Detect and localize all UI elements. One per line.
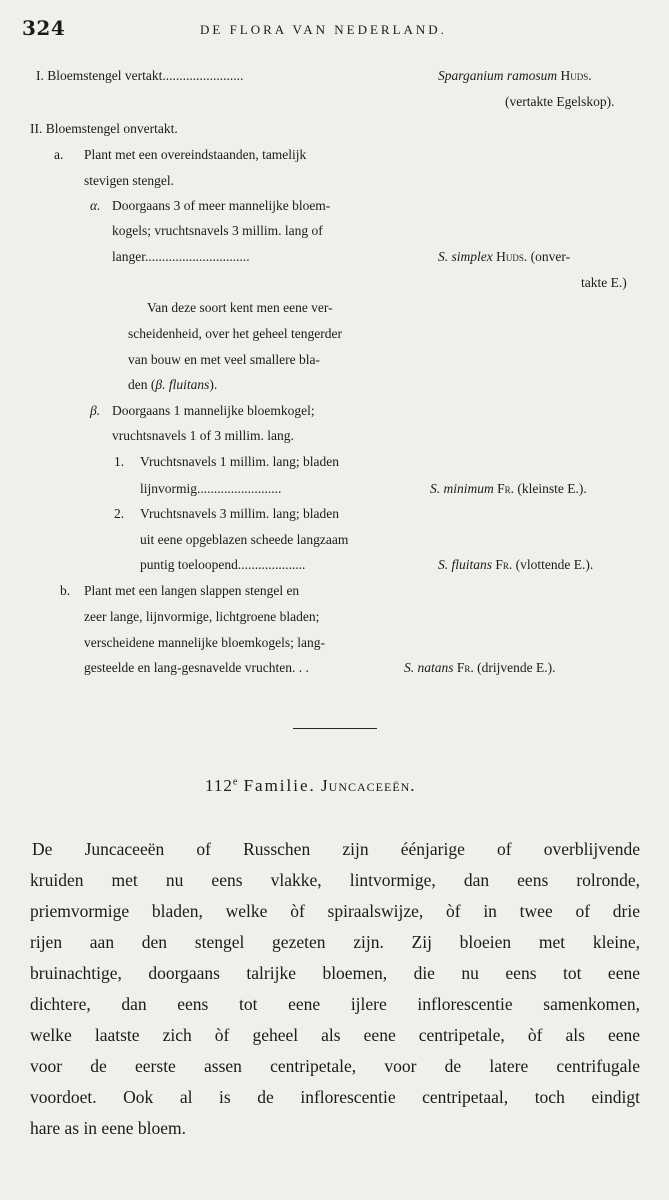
key-item-2-line3: puntig toeloopend.................... (140, 557, 306, 572)
family-description (30, 834, 640, 1144)
key-item-a-label: a. (54, 147, 64, 162)
key-item-II: II. Bloemstengel onvertakt. (30, 121, 178, 136)
running-title: DE FLORA VAN NEDERLAND. (200, 22, 447, 37)
key-item-2-species: S. fluitans Fr. (vlottende E.). (438, 557, 594, 572)
paragraph-line: voor de eerste assen centripetale, voor de latere centrifugale (30, 1056, 640, 1076)
key-item-alpha-common: takte E.) (581, 275, 627, 290)
key-item-a-line1: Plant met een overeindstaanden, tamelijk (84, 147, 307, 162)
note-line1: Van deze soort kent men eene ver- (147, 300, 333, 315)
key-item-alpha-line2: kogels; vruchtsnavels 3 millim. lang of (112, 223, 323, 238)
key-item-b-species: S. natans Fr. (drijvende E.). (404, 660, 556, 675)
key-item-alpha-label: α. (90, 198, 101, 213)
family-heading: 112e Familie. Juncaceeën. (205, 776, 416, 795)
key-item-2-line2: uit eene opgeblazen scheede langzaam (140, 532, 349, 547)
key-item-beta-label: β. (90, 403, 101, 418)
key-item-beta-line1: Doorgaans 1 mannelijke bloemkogel; (112, 403, 315, 418)
note-line3: van bouw en met veel smallere bla- (128, 352, 320, 367)
paragraph-line: De Juncaceeën of Russchen zijn éénjarige of overblijvende (32, 839, 640, 859)
section-divider (293, 728, 377, 729)
key-item-alpha-species: S. simplex Huds. (onver- (438, 249, 571, 264)
paragraph-line: welke laatste zich òf geheel als eene centripetale, òf als eene (30, 1025, 640, 1045)
key-item-1-label: 1. (114, 454, 125, 469)
key-item-I-common: (vertakte Egelskop). (505, 94, 615, 109)
paragraph-line: voordoet. Ook al is de inflorescentie centripetaal, toch eindigt (30, 1087, 640, 1107)
key-item-b-line4: gesteelde en lang-gesnavelde vruchten. . . (84, 660, 309, 675)
key-item-b-label: b. (60, 583, 71, 598)
note-line2: scheidenheid, over het geheel tengerder (128, 326, 343, 341)
key-item-I: I. Bloemstengel vertakt........................ (36, 68, 244, 83)
key-item-alpha-line1: Doorgaans 3 of meer mannelijke bloem- (112, 198, 331, 213)
page-number: 324 (22, 16, 66, 40)
note-line4: den (β. fluitans). (128, 377, 218, 392)
key-item-2-line1: Vruchtsnavels 3 millim. lang; bladen (140, 506, 340, 521)
key-item-beta-line2: vruchtsnavels 1 of 3 millim. lang. (112, 428, 294, 443)
key-item-b-line3: verscheidene mannelijke bloemkogels; lang- (84, 635, 326, 650)
key-item-1-line2: lijnvormig......................... (140, 481, 282, 496)
key-item-b-line1: Plant met een langen slappen stengel en (84, 583, 300, 598)
key-item-b-line2: zeer lange, lijnvormige, lichtgroene bladen; (84, 609, 320, 624)
paragraph-line: dichtere, dan eens tot eene ijlere inflorescentie samenkomen, (30, 994, 640, 1014)
key-item-a-line2: stevigen stengel. (84, 173, 174, 188)
paragraph-line: kruiden met nu eens vlakke, lintvormige, dan eens rolronde, (30, 870, 640, 890)
paragraph-line: rijen aan den stengel gezeten zijn. Zij bloeien met kleine, (30, 932, 640, 952)
paragraph-line: priemvormige bladen, welke òf spiraalswijze, òf in twee of drie (30, 901, 640, 921)
key-item-I-species: Sparganium ramosum Huds. (438, 68, 592, 83)
key-item-alpha-line3: langer............................... (112, 249, 250, 264)
paragraph-line: bruinachtige, doorgaans talrijke bloemen, die nu eens tot eene (30, 963, 640, 983)
key-item-1-species: S. minimum Fr. (kleinste E.). (430, 481, 587, 496)
key-item-2-label: 2. (114, 506, 125, 521)
key-item-1-line1: Vruchtsnavels 1 millim. lang; bladen (140, 454, 340, 469)
paragraph-line: hare as in eene bloem. (30, 1118, 186, 1138)
